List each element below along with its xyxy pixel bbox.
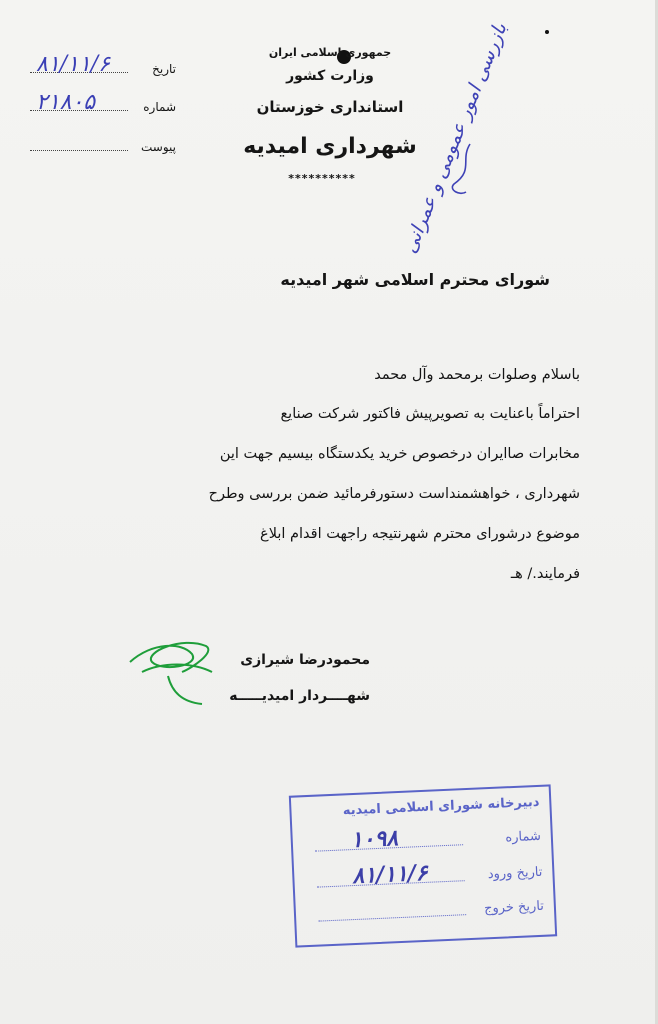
stamp-exit-row — [314, 897, 545, 929]
attachment-label: پیوست — [141, 140, 176, 154]
registration-stamp — [289, 784, 557, 947]
body-line: شهرداری ، خواهشمنداست دستورفرمائید ضمن بررسی وطرح — [208, 486, 580, 502]
attachment-field — [28, 136, 176, 160]
body-line: مخابرات صاایران درخصوص خرید یکدستگاه بیسیم جهت این — [219, 446, 580, 462]
municipality-title: شهرداری امیدیه — [243, 134, 417, 159]
stamp-exit-label: تاریخ خروج — [483, 898, 545, 917]
stamp-number-row — [311, 827, 542, 859]
body-line: احتراماً باعنایت به تصویرپیش فاکتور شرکت صنایع — [280, 406, 580, 422]
date-field — [28, 52, 176, 82]
stamp-entry-row — [312, 859, 543, 895]
ink-dot — [545, 30, 549, 34]
body-line: فرمایند./ هـ — [510, 566, 580, 582]
body-line: موضوع درشورای محترم شهرنتیجه راجهت اقدام ابلاغ — [260, 526, 580, 542]
number-value: ۲۱۸۰۵ — [36, 90, 96, 115]
stamp-title: دبیرخانه شورای اسلامی امیدیه — [342, 794, 540, 819]
stamp-exit-dots — [318, 914, 466, 921]
signatory-name: محمودرضا شیرازی — [240, 652, 370, 668]
note-scribble-icon — [440, 140, 480, 200]
margin-note: بازرسی امور عمومی و عمرانی — [398, 19, 512, 257]
stamp-entry-value: ۸۱/۱۱/۶ — [351, 859, 429, 890]
header-stars: ********** — [288, 172, 356, 185]
stamp-number-value: ۱۰۹۸ — [350, 825, 399, 854]
stamp-number-label: شماره — [505, 828, 542, 846]
date-value: ۸۱/۱۱/۶ — [36, 52, 110, 77]
country-line: جمهوری اسلامی ایران — [268, 46, 392, 59]
province-line: استانداری خوزستان — [256, 98, 404, 116]
number-field — [28, 90, 176, 120]
ministry-line: وزارت کشور — [286, 68, 374, 84]
number-label: شماره — [143, 100, 176, 114]
stamp-entry-label: تاریخ ورود — [487, 864, 543, 883]
date-label: تاریخ — [152, 62, 176, 76]
addressee: شورای محترم اسلامی شهر امیدیه — [280, 270, 550, 289]
signatory-title: شهــــردار امیدیـــــه — [229, 688, 370, 704]
attachment-dots — [30, 150, 128, 151]
salutation: باسلام وصلوات برمحمد وآل محمد — [374, 367, 580, 383]
